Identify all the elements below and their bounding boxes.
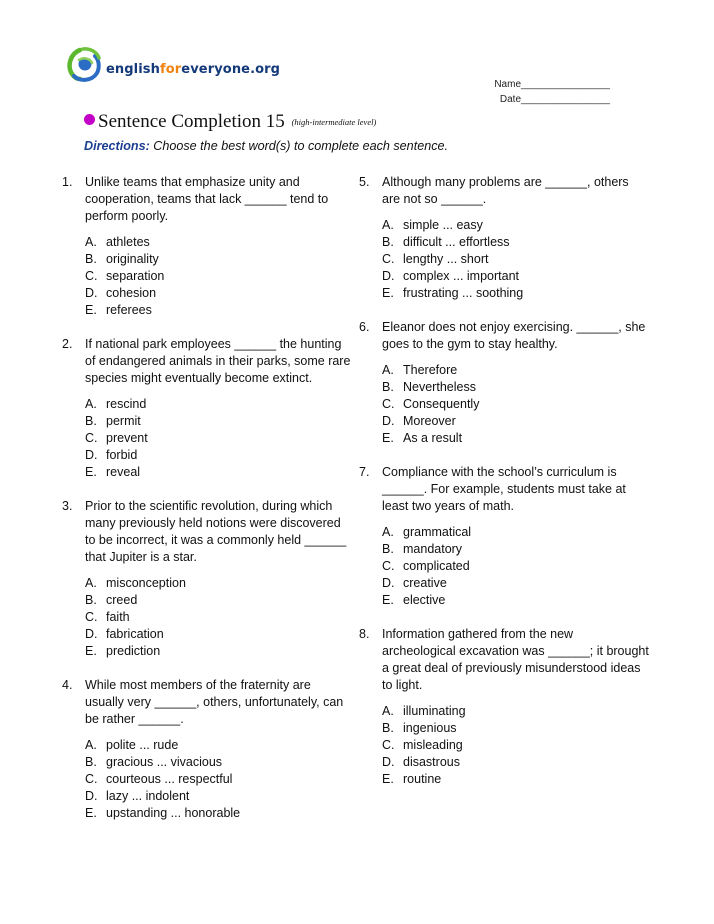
answer-option bbox=[382, 575, 649, 592]
title-bullet-icon bbox=[84, 114, 95, 125]
answer-options bbox=[382, 217, 649, 302]
answer-option bbox=[382, 541, 649, 558]
answer-options bbox=[85, 575, 352, 660]
answer-options bbox=[85, 234, 352, 319]
question-text: While most members of the fraternity are usually very ______, others, unfortunately, can be rather ______. bbox=[85, 678, 344, 726]
option-letter: B. bbox=[382, 380, 394, 394]
option-letter: C. bbox=[382, 559, 395, 573]
answer-option bbox=[85, 805, 352, 822]
option-letter: E. bbox=[382, 593, 394, 607]
option-text: lazy ... indolent bbox=[106, 789, 190, 803]
name-field-label: Name________________ bbox=[494, 79, 610, 90]
directions-label: Directions: bbox=[84, 139, 150, 153]
answer-option bbox=[382, 396, 649, 413]
option-text: routine bbox=[403, 772, 442, 786]
question-number: 4. bbox=[62, 678, 73, 692]
answer-option bbox=[382, 379, 649, 396]
option-letter: C. bbox=[382, 738, 395, 752]
option-letter: B. bbox=[85, 414, 97, 428]
question-text: Prior to the scientific revolution, during which many previously held notions were discovered to be incorrect, it was a commonly held ______ that Jupiter is a star. bbox=[85, 499, 347, 564]
answer-option bbox=[85, 268, 352, 285]
option-letter: E. bbox=[382, 772, 394, 786]
question-item bbox=[62, 174, 352, 319]
option-text: referees bbox=[106, 303, 152, 317]
question-text: Compliance with the school’s curriculum is ______. For example, students must take at least two years of math. bbox=[382, 465, 626, 513]
answer-option bbox=[382, 737, 649, 754]
answer-option bbox=[85, 737, 352, 754]
question-number: 5. bbox=[359, 175, 370, 189]
option-letter: E. bbox=[85, 806, 97, 820]
answer-option bbox=[382, 268, 649, 285]
option-text: Nevertheless bbox=[403, 380, 476, 394]
option-text: creative bbox=[403, 576, 447, 590]
title-level: (high-intermediate level) bbox=[291, 117, 377, 127]
answer-option bbox=[382, 234, 649, 251]
answer-options bbox=[85, 737, 352, 822]
answer-option bbox=[85, 464, 352, 481]
option-text: gracious ... vivacious bbox=[106, 755, 223, 769]
option-text: reveal bbox=[106, 465, 141, 479]
option-letter: A. bbox=[382, 704, 394, 718]
answer-option bbox=[382, 524, 649, 541]
questions-right-column bbox=[359, 174, 649, 788]
option-text: complex ... important bbox=[403, 269, 520, 283]
answer-option bbox=[85, 771, 352, 788]
option-letter: C. bbox=[85, 431, 98, 445]
option-letter: A. bbox=[382, 525, 394, 539]
brand-logo bbox=[66, 46, 281, 86]
question-item bbox=[359, 319, 649, 447]
page-title bbox=[84, 111, 376, 133]
date-field-label: Date________________ bbox=[499, 94, 610, 105]
question-number: 8. bbox=[359, 627, 370, 641]
answer-option bbox=[85, 575, 352, 592]
directions-text: Choose the best word(s) to complete each sentence. bbox=[149, 139, 448, 153]
option-text: rescind bbox=[106, 397, 147, 411]
option-letter: C. bbox=[85, 269, 98, 283]
option-letter: C. bbox=[382, 252, 395, 266]
option-letter: A. bbox=[85, 235, 97, 249]
option-text: grammatical bbox=[403, 525, 472, 539]
answer-option bbox=[85, 302, 352, 319]
option-letter: B. bbox=[85, 755, 97, 769]
answer-option bbox=[382, 413, 649, 430]
answer-option bbox=[382, 362, 649, 379]
question-text: If national park employees ______ the hunting of endangered animals in their parks, some rare species might eventually become extinct. bbox=[85, 337, 351, 385]
option-letter: E. bbox=[85, 644, 97, 658]
question-item bbox=[359, 626, 649, 788]
option-text: courteous ... respectful bbox=[106, 772, 233, 786]
option-letter: C. bbox=[85, 610, 98, 624]
option-text: disastrous bbox=[403, 755, 460, 769]
question-text: Eleanor does not enjoy exercising. ______, she goes to the gym to stay healthy. bbox=[382, 320, 646, 351]
question-number: 7. bbox=[359, 465, 370, 479]
question-number: 2. bbox=[62, 337, 73, 351]
answer-option bbox=[382, 430, 649, 447]
option-letter: D. bbox=[382, 269, 395, 283]
option-text: creed bbox=[106, 593, 138, 607]
option-letter: D. bbox=[85, 627, 98, 641]
option-text: mandatory bbox=[403, 542, 463, 556]
option-text: faith bbox=[106, 610, 130, 624]
option-text: polite ... rude bbox=[106, 738, 179, 752]
answer-option bbox=[382, 771, 649, 788]
option-letter: A. bbox=[85, 397, 97, 411]
option-letter: C. bbox=[382, 397, 395, 411]
option-text: lengthy ... short bbox=[403, 252, 489, 266]
brand-name[interactable]: englishforeveryone.org bbox=[106, 62, 281, 77]
answer-option bbox=[85, 626, 352, 643]
question-number: 1. bbox=[62, 175, 73, 189]
option-letter: A. bbox=[85, 576, 97, 590]
option-text: frustrating ... soothing bbox=[403, 286, 524, 300]
option-letter: D. bbox=[382, 755, 395, 769]
option-text: Consequently bbox=[403, 397, 480, 411]
question-number: 3. bbox=[62, 499, 73, 513]
answer-option bbox=[85, 251, 352, 268]
answer-option bbox=[382, 703, 649, 720]
option-letter: E. bbox=[382, 286, 394, 300]
option-text: misleading bbox=[403, 738, 463, 752]
answer-option bbox=[85, 643, 352, 660]
question-item bbox=[359, 174, 649, 302]
option-text: originality bbox=[106, 252, 159, 266]
directions bbox=[84, 139, 448, 153]
option-text: athletes bbox=[106, 235, 150, 249]
answer-options bbox=[382, 524, 649, 609]
question-text: Information gathered from the new archeological excavation was ______; it brought a great deal of previously misunderstood ideas to light. bbox=[382, 627, 649, 692]
question-item bbox=[62, 677, 352, 822]
answer-option bbox=[85, 285, 352, 302]
question-item bbox=[62, 336, 352, 481]
questions-left-column bbox=[62, 174, 352, 822]
answer-option bbox=[85, 609, 352, 626]
option-text: elective bbox=[403, 593, 446, 607]
answer-option bbox=[382, 592, 649, 609]
option-text: As a result bbox=[403, 431, 463, 445]
option-letter: A. bbox=[382, 363, 394, 377]
answer-options bbox=[85, 396, 352, 481]
answer-options bbox=[382, 362, 649, 447]
option-text: fabrication bbox=[106, 627, 164, 641]
answer-option bbox=[382, 558, 649, 575]
option-letter: B. bbox=[382, 721, 394, 735]
answer-option bbox=[85, 592, 352, 609]
option-letter: D. bbox=[85, 789, 98, 803]
option-text: difficult ... effortless bbox=[403, 235, 510, 249]
option-text: ingenious bbox=[403, 721, 457, 735]
option-letter: A. bbox=[382, 218, 394, 232]
option-text: Therefore bbox=[403, 363, 458, 377]
option-letter: D. bbox=[382, 414, 395, 428]
option-text: cohesion bbox=[106, 286, 157, 300]
option-letter: A. bbox=[85, 738, 97, 752]
option-text: misconception bbox=[106, 576, 186, 590]
option-text: prevent bbox=[106, 431, 148, 445]
answer-option bbox=[85, 754, 352, 771]
answer-option bbox=[85, 447, 352, 464]
option-letter: E. bbox=[85, 465, 97, 479]
option-letter: B. bbox=[85, 252, 97, 266]
option-letter: D. bbox=[382, 576, 395, 590]
option-letter: D. bbox=[85, 286, 98, 300]
question-item bbox=[359, 464, 649, 609]
title-text: Sentence Completion 15 bbox=[98, 111, 285, 132]
option-letter: D. bbox=[85, 448, 98, 462]
answer-option bbox=[85, 430, 352, 447]
question-text: Although many problems are ______, others are not so ______. bbox=[382, 175, 629, 206]
answer-option bbox=[382, 754, 649, 771]
answer-option bbox=[85, 413, 352, 430]
question-item bbox=[62, 498, 352, 660]
option-letter: B. bbox=[382, 235, 394, 249]
answer-option bbox=[85, 234, 352, 251]
option-text: Moreover bbox=[403, 414, 456, 428]
option-text: permit bbox=[106, 414, 141, 428]
option-text: forbid bbox=[106, 448, 138, 462]
answer-option bbox=[85, 396, 352, 413]
option-text: prediction bbox=[106, 644, 161, 658]
answer-option bbox=[382, 217, 649, 234]
option-letter: C. bbox=[85, 772, 98, 786]
answer-option bbox=[382, 720, 649, 737]
answer-option bbox=[382, 285, 649, 302]
question-text: Unlike teams that emphasize unity and cooperation, teams that lack ______ tend to perform poorly. bbox=[85, 175, 329, 223]
option-letter: B. bbox=[382, 542, 394, 556]
option-letter: E. bbox=[85, 303, 97, 317]
question-number: 6. bbox=[359, 320, 370, 334]
option-letter: B. bbox=[85, 593, 97, 607]
answer-options bbox=[382, 703, 649, 788]
answer-option bbox=[85, 788, 352, 805]
option-text: illuminating bbox=[403, 704, 466, 718]
option-letter: E. bbox=[382, 431, 394, 445]
option-text: separation bbox=[106, 269, 165, 283]
globe-swoosh-logo-icon bbox=[66, 46, 102, 84]
option-text: simple ... easy bbox=[403, 218, 483, 232]
option-text: upstanding ... honorable bbox=[106, 806, 241, 820]
option-text: complicated bbox=[403, 559, 470, 573]
answer-option bbox=[382, 251, 649, 268]
